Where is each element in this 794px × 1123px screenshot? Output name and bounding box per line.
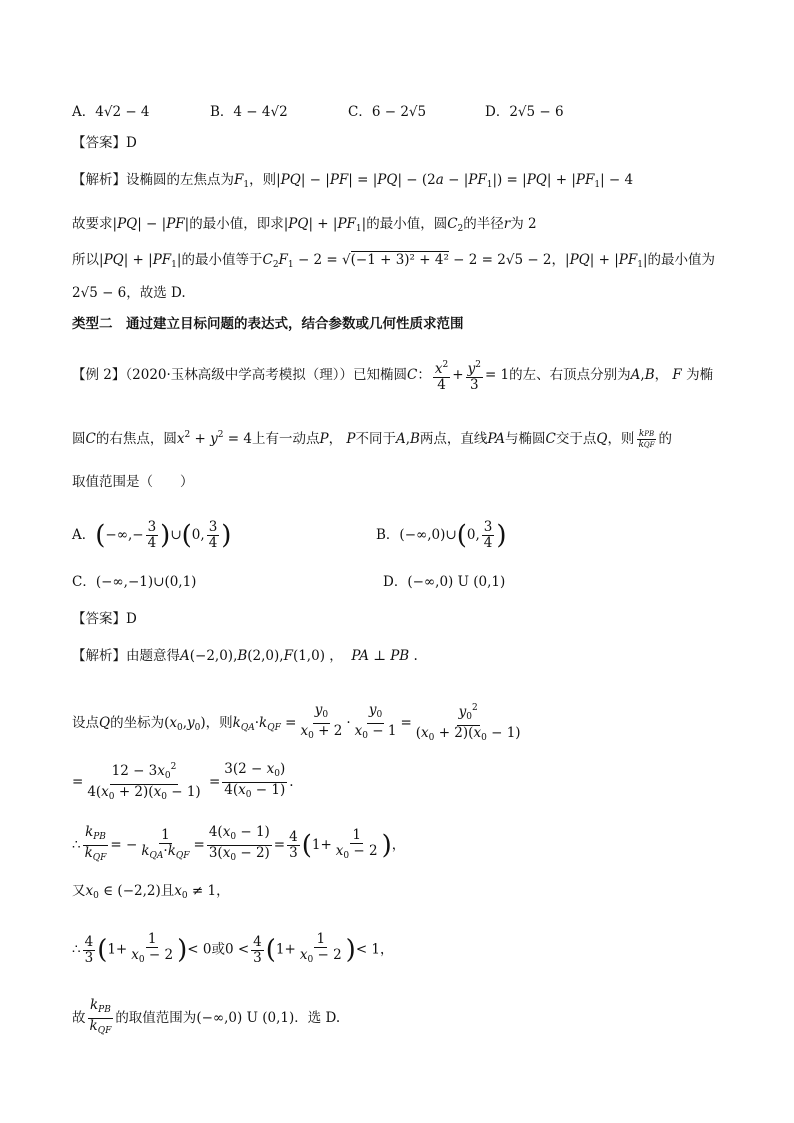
fraction: $\frac{3(2 - x_0)}{4(x_0 - 1)}$ <box>224 761 286 800</box>
fraction: $\frac{4}{3}$ <box>289 829 298 861</box>
text: 交于点 <box>555 431 597 447</box>
example-2-line-3: 取值范围是（ ） <box>72 474 194 490</box>
solution-2-line-5: 又$x_0$ ∈ (−2,2)且$x_0 \ne 1$， <box>72 883 230 901</box>
solution-1-line-2: 故要求|PQ| − |PF|的最小值，即求$|PQ| + |PF_1|$的最小值，圆$C_2$的半径r为 2 <box>72 216 537 234</box>
fraction: $\frac{3}{4}$ <box>208 519 218 551</box>
solution-1-line-4: 2√5 − 6，故选 D. <box>72 285 186 301</box>
option-b: B．4 − 4√2 <box>210 104 288 120</box>
fraction: $\frac{4}{3}$ <box>253 933 262 966</box>
text: ，则 <box>249 172 277 188</box>
text: 的最小值，圆 <box>366 216 448 232</box>
text: ．选 D. <box>294 1010 341 1026</box>
option-c: C．6 − 2√5 <box>348 104 427 120</box>
example-2-option-c: C．(−∞,−1)∪(0,1) <box>72 574 197 590</box>
text: 设点 <box>72 715 99 731</box>
text: 的坐标为 <box>110 715 165 731</box>
text: 圆 <box>72 431 86 447</box>
example-tag: 【例 2】 <box>72 367 126 383</box>
option-label: D． <box>383 574 408 590</box>
example-2-line-1: 【例 2】（2020·玉林高级中学高考模拟（理））已知椭圆C： $\frac{x^2}{4}$ + $\frac{y^2}{3}$ = 1的左、右顶点分别为A,B， F 为椭 <box>72 360 714 393</box>
answer-1: 【答案】D <box>72 135 137 151</box>
jiexi-label: 【解析】 <box>72 172 126 188</box>
text: 上有一动点 <box>251 431 320 447</box>
option-d-label: D． <box>485 104 510 120</box>
fraction: $\frac{k_{PB}}{k_{QF}}$ <box>84 824 107 863</box>
fraction: $\frac{1}{k_{QA}\cdot k_{QF}}$ <box>141 826 190 861</box>
text: 且 <box>160 883 175 899</box>
fraction: $\frac{y^2}{3}$ <box>467 360 481 393</box>
option-b-label: B． <box>210 104 234 120</box>
fraction: $\frac{\text{kPB}}{\text{kQF}}$ <box>638 429 655 450</box>
text: 由题意得 <box>126 648 180 664</box>
option-label: B． <box>376 527 400 543</box>
answer-2: 【答案】D <box>72 611 137 627</box>
text: 与椭圆 <box>505 431 546 447</box>
text: ， <box>654 367 669 383</box>
text: 为 2 <box>510 216 537 232</box>
text: 不同于 <box>355 431 396 447</box>
jiexi-label: 【解析】 <box>72 648 126 664</box>
text: 的取值范围为 <box>115 1010 197 1026</box>
option-c-label: C． <box>348 104 372 120</box>
solution-1-line-1: 【解析】设椭圆的左焦点为$F_1$，则$|PQ| - |PF| = |PQ| - (2a - |PF_1|) = |PQ| + |PF_1| - 4$ <box>72 172 634 190</box>
solution-1-line-3: 所以$|PQ| + |PF_1|$的最小值等于$C_2F_1 - 2 = √(-1 + 3)^2 + 4^2 - 2 = 2√5 - 2$，$|PQ| + |PF_1|$的最小值为 <box>72 252 715 270</box>
text: 的半径 <box>463 216 504 232</box>
solution-2-line-7: 故 $\frac{k_{PB}}{k_{QF}}$ 的取值范围为(−∞,0) U (0,1)．选 D. <box>72 998 340 1039</box>
text: 所以 <box>72 252 99 268</box>
fraction: $\frac{1}{x_0 - 2}$ <box>335 826 378 861</box>
fraction: $\frac{12 - 3x_0^2}{4(x_0 + 2)(x_0 - 1)}$ <box>87 762 201 802</box>
example-2-option-d: D．(−∞,0) U (0,1) <box>383 574 506 590</box>
example-2-option-a: A．(−∞,− $\frac{3}{4}$ )∪(0, $\frac{3}{4}$ ) <box>72 519 232 551</box>
text: 的最小值，即求 <box>189 216 284 232</box>
text: ，则 <box>205 715 233 731</box>
option-label: C． <box>72 574 96 590</box>
text: 的右焦点，圆 <box>95 431 177 447</box>
fraction: $\frac{y_0}{x_0 + 2}$ <box>300 702 343 741</box>
text: 的左、右顶点分别为 <box>509 367 631 383</box>
text: ，则 <box>607 431 635 447</box>
text: 为椭 <box>686 367 714 383</box>
text: ，故选 D. <box>126 285 186 301</box>
solution-2-line-6: ∴ $\frac{4}{3}$ (1+ $\frac{1}{x_0 - 2}$ )< 0或0 < $\frac{4}{3}$ (1+ $\frac{1}{x_0 - 2}$ )< 1， <box>72 932 394 968</box>
fraction: $\frac{4(x_0 - 1)}{3(x_0 - 2)}$ <box>208 824 270 863</box>
text: 设椭圆的左焦点为 <box>126 172 234 188</box>
fraction: $\frac{1}{x_0 - 2}$ <box>299 931 342 965</box>
fraction: $\frac{x^2}{4}$ <box>434 360 449 393</box>
example-2-line-2: 圆C的右焦点，圆$x^2 + y^2 = 4$上有一动点P， P不同于A,B两点，直线PA与椭圆C交于点Q，则 $\frac{\text{kPB}}{\text{kQF}}$ 的 <box>72 429 673 450</box>
text: 故 <box>72 1010 86 1026</box>
text: 故要求 <box>72 216 113 232</box>
text: 的最小值为 <box>647 252 715 268</box>
fraction: $\frac{k_{PB}}{k_{QF}}$ <box>89 997 112 1036</box>
section-heading: 类型二 通过建立目标问题的表达式，结合参数或几何性质求范围 <box>72 316 464 332</box>
fraction: $\frac{4}{3}$ <box>84 933 94 966</box>
text: ， <box>328 431 343 447</box>
option-a-label: A． <box>72 104 96 120</box>
fraction: $\frac{y_0}{x_0 - 1}$ <box>354 702 397 741</box>
option-d: D．2√5 − 6 <box>485 104 564 120</box>
text: 的最小值等于 <box>181 252 263 268</box>
text: 又 <box>72 883 86 899</box>
fraction: $\frac{3}{4}$ <box>147 519 157 551</box>
fraction: $\frac{3}{4}$ <box>483 519 493 551</box>
example-2-option-b: B．(−∞,0)∪(0, $\frac{3}{4}$ ) <box>376 519 507 551</box>
text: 两点，直线 <box>419 431 488 447</box>
option-a: A．4√2 − 4 <box>72 104 150 120</box>
solution-2-line-4: ∴ $\frac{k_{PB}}{k_{QF}}$ = − $\frac{1}{k_{QA}\cdot k_{QF}}$ = $\frac{4(x_0 - 1)}{3(x_0 - 2)}$ = $\frac{4}{3}$ (1+ $\frac{1}{x_0 - 2}$ )， <box>72 825 405 866</box>
option-label: A． <box>72 527 96 543</box>
solution-2-line-2: 设点Q的坐标为$(x_0,y_0)$，则$k_{QA}\cdot k_{QF}$ = $\frac{y_0}{x_0 + 2}$ · $\frac{y_0}{x_0 - 1}$ = $\frac{y_0^2}{(x_0 + 2)(x_0 - 1)}$ <box>72 701 525 746</box>
fraction: $\frac{1}{x_0 - 2}$ <box>131 931 174 965</box>
solution-2-line-1: 【解析】由题意得A(−2,0),B(2,0),F(1,0) ， PA ⊥ PB . <box>72 648 418 664</box>
text: 或 <box>211 941 225 958</box>
fraction: $\frac{y_0^2}{(x_0 + 2)(x_0 - 1)}$ <box>415 703 521 743</box>
text: （2020·玉林高级中学高考模拟（理））已知椭圆 <box>125 367 408 383</box>
text: 的 <box>658 431 673 447</box>
solution-2-line-3: = $\frac{12 - 3x_0^2}{4(x_0 + 2)(x_0 - 1)}$ = $\frac{3(2 - x_0)}{4(x_0 - 1)}$ . <box>72 760 294 805</box>
